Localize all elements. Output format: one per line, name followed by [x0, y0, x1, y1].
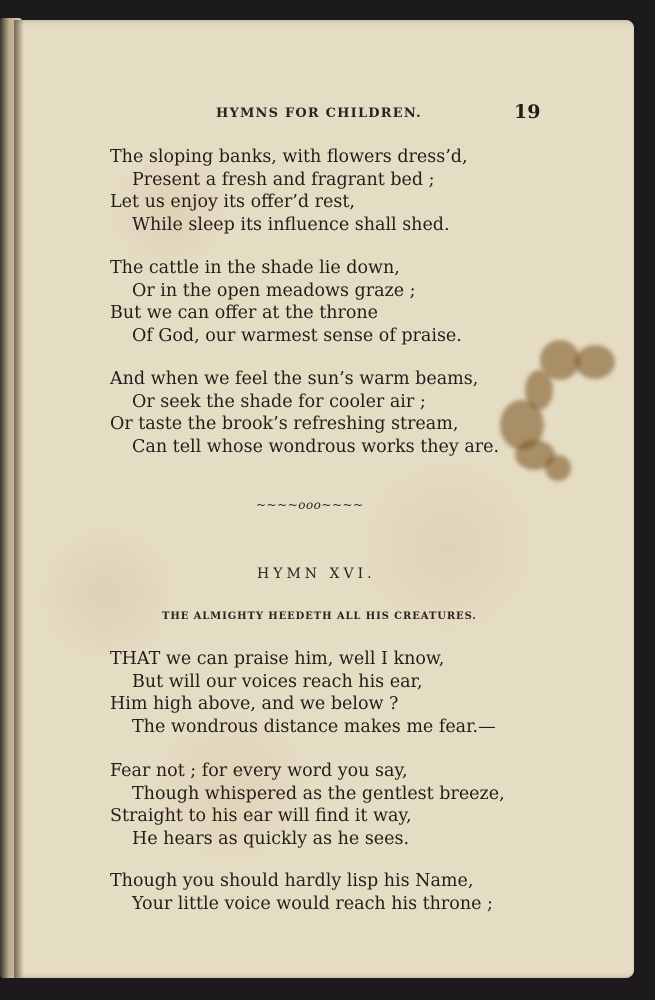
stain	[545, 455, 571, 481]
poem-line: Your little voice would reach his throne ;	[132, 893, 493, 914]
poem-line: Though you should hardly lisp his Name,	[110, 871, 474, 891]
stanza-6	[110, 870, 520, 915]
poem-line: Straight to his ear will find it way,	[110, 806, 412, 826]
poem-line: But will our voices reach his ear,	[132, 671, 423, 692]
stanza-1	[110, 146, 520, 236]
stain	[575, 345, 615, 379]
poem-line: The cattle in the shade lie down,	[110, 258, 400, 278]
poem-line: Or taste the brook’s refreshing stream,	[110, 414, 459, 434]
poem-line: Fear not ; for every word you say,	[110, 761, 408, 781]
gutter-shadow	[14, 20, 24, 978]
poem-line: But we can offer at the throne	[110, 303, 379, 323]
poem-line: While sleep its influence shall shed.	[132, 214, 450, 235]
poem-line: Let us enjoy its offer’d rest,	[110, 192, 355, 212]
poem-line: The sloping banks, with flowers dress’d,	[110, 147, 468, 167]
poem-line: THAT we can praise him, well I know,	[110, 649, 445, 669]
poem-line: He hears as quickly as he sees.	[132, 828, 410, 849]
page-number: 19	[514, 101, 541, 123]
poem-line: Of God, our warmest sense of praise.	[132, 325, 462, 346]
stanza-2	[110, 257, 520, 347]
poem-line: Present a fresh and fragrant bed ;	[132, 169, 435, 190]
poem-line: Though whispered as the gentlest breeze,	[132, 783, 505, 804]
poem-line: The wondrous distance makes me fear.—	[132, 716, 496, 737]
section-ornament: ~~~~ooo~~~~	[256, 498, 364, 512]
poem-line: Can tell whose wondrous works they are.	[132, 436, 500, 457]
poem-line: Or seek the shade for cooler air ;	[132, 391, 426, 412]
poem-line: Or in the open meadows graze ;	[132, 280, 416, 301]
poem-line: Him high above, and we below ?	[110, 694, 399, 714]
stanza-5	[110, 760, 520, 850]
running-head: HYMNS FOR CHILDREN.	[216, 106, 422, 121]
stanza-3	[110, 368, 520, 458]
hymn-subtitle: THE ALMIGHTY HEEDETH ALL HIS CREATURES.	[162, 611, 477, 622]
hymn-title: HYMN XVI.	[257, 566, 376, 582]
poem-line: And when we feel the sun’s warm beams,	[110, 369, 479, 389]
stanza-4	[110, 648, 520, 738]
